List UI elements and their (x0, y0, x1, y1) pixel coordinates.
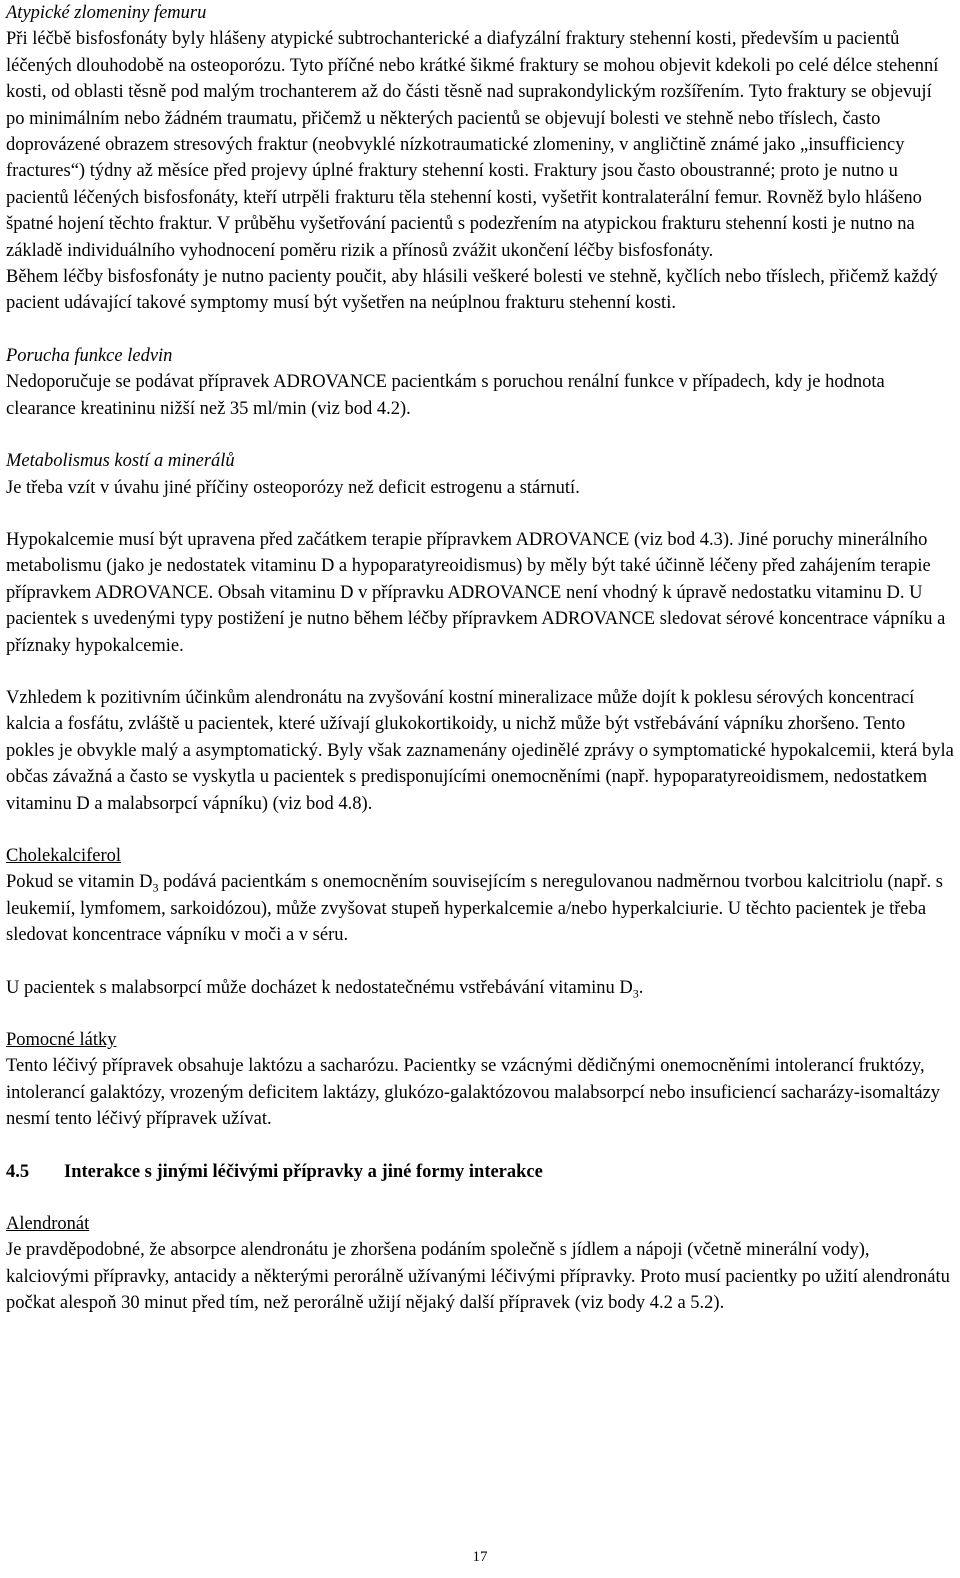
chole-subscript: 3 (152, 881, 159, 896)
paragraph-metabolism-3: Vzhledem k pozitivním účinkům alendronátu na zvyšování kostní mineralizace může dojít k poklesu sérových koncentrací kalcia a fosfátu, zvláště u pacientek, které užívají glukokortikoidy, u nichž může být vstřebávání vápníku zhoršeno. Tento pokles je obvykle malý a asymptomatický. Byly však zaznamenány ojedinělé zprávy o symptomatické hypokalcemii, která byla občas závažná a často se vyskytla u pacientek s predisponujícími onemocněními (např. hypoparatyreoidismem, nedostatkem vitaminu D a malabsorpcí vápníku) (viz bod 4.8). (6, 687, 954, 814)
paragraph-cholecalciferol-1 (6, 869, 954, 948)
paragraph-atypical-fractures-2: Během léčby bisfosfonáty je nutno pacienty poučit, aby hlásili veškeré bolesti ve stehně, kyčlích nebo tříslech, přičemž každý pacient udávající takové symptomy musí být vyšetřen na neúplnou frakturu stehenní kosti. (6, 267, 938, 314)
document-page (6, 0, 954, 1317)
heading-cholecalciferol: Cholekalciferol (6, 845, 122, 866)
heading-excipients: Pomocné látky (6, 1030, 117, 1050)
chole2-text-a: U pacientek s malabsorpcí může docházet k nedostatečnému vstřebávání vitaminu D (6, 977, 633, 998)
chole-text-b: podává pacientkám s onemocněním souvisejícím s neregulovanou nadměrnou tvorbou kalcitriolu (např. s leukemií, lymfomem, sarkoidózou), může zvyšovat stupeň hyperkalcemie a/nebo hyperkalciurie. U těchto pacientek je třeba sledovat koncentrace vápníku v moči a v séru. (6, 872, 943, 946)
paragraph-cholecalciferol-2 (6, 975, 954, 1001)
page-number: 17 (472, 1549, 488, 1565)
heading-alendronate: Alendronát (6, 1214, 90, 1235)
chole2-text-b: . (638, 977, 644, 998)
chole-text-a: Pokud se vitamin D (6, 872, 153, 893)
section-heading-4-5 (6, 1159, 954, 1185)
paragraph-metabolism-1: Je třeba vzít v úvahu jiné příčiny osteoporózy než deficit estrogenu a stárnutí. (6, 477, 580, 498)
paragraph-excipients: Tento léčivý přípravek obsahuje laktózu a sacharózu. Pacientky se vzácnými dědičnými onemocněními intolerancí fruktózy, intolerancí galaktózy, vrozeným deficitem laktázy, glukózo-galaktózovou malabsorpcí nebo insuficiencí sacharázy-isomaltázy nesmí tento léčivý přípravek užívat. (6, 1056, 941, 1130)
section-number: 4.5 (6, 1161, 30, 1182)
heading-renal-impairment: Porucha funkce ledvin (6, 345, 173, 366)
section-title: Interakce s jinými léčivými přípravky a jiné formy interakce (64, 1161, 543, 1182)
heading-atypical-fractures: Atypické zlomeniny femuru (6, 3, 207, 23)
heading-bone-mineral-metabolism: Metabolismus kostí a minerálů (6, 451, 235, 472)
paragraph-atypical-fractures-1: Při léčbě bisfosfonáty byly hlášeny atypické subtrochanterické a diafyzální fraktury stehenní kosti, především u pacientů léčených dlouhodobě na osteoporózu. Tyto příčné nebo krátké šikmé fraktury se mohou objevit kdekoli po celé délce stehenní kosti, od oblasti těsně pod malým trochanterem až do části těsně nad suprakondylickým rozšířením. Tyto fraktury se objevují po minimálním nebo žádném traumatu, přičemž u některých pacientů se objevují bolesti ve stehně nebo tříslech, často doprovázené obrazem stresových fraktur (neobvyklé nízkotraumatické zlomeniny, v angličtině známé jako „insufficiency fractures“) týdny až měsíce před projevy úplné fraktury stehenní kosti. Fraktury jsou často oboustranné; proto je nutno u pacientů léčených bisfosfonáty, kteří utrpěli frakturu těla stehenní kosti, vyšetřit kontralaterální femur. Rovněž bylo hlášeno špatné hojení těchto fraktur. V průběhu vyšetřování pacientů s podezřením na atypickou frakturu stehenní kosti je nutno na základě individuálního vyhodnocení poměru rizik a přínosů zvážit ukončení léčby bisfosfonáty. (6, 29, 939, 261)
paragraph-renal-impairment: Nedoporučuje se podávat přípravek ADROVANCE pacientkám s poruchou renální funkce v případech, kdy je hodnota clearance kreatininu nižší než 35 ml/min (viz bod 4.2). (6, 372, 885, 419)
paragraph-metabolism-2: Hypokalcemie musí být upravena před začátkem terapie přípravkem ADROVANCE (viz bod 4.3). Jiné poruchy minerálního metabolismu (jako je nedostatek vitaminu D a hypoparatyreoidismus) by měly být také účinně léčeny před zahájením terapie přípravkem ADROVANCE. Obsah vitaminu D v přípravku ADROVANCE není vhodný k úpravě nedostatku vitaminu D. U pacientek s uvedenými typy postižení je nutno během léčby přípravkem ADROVANCE sledovat sérové koncentrace vápníku a příznaky hypokalcemie. (6, 529, 946, 656)
chole2-subscript: 3 (632, 986, 639, 1001)
paragraph-alendronate: Je pravděpodobné, že absorpce alendronátu je zhoršena podáním společně s jídlem a nápoji (včetně minerální vody), kalciovými přípravky, antacidy a některými perorálně užívanými léčivými přípravky. Proto musí pacientky po užití alendronátu počkat alespoň 30 minut před tím, než perorálně užijí nějaký další přípravek (viz body 4.2 a 5.2). (6, 1240, 950, 1314)
